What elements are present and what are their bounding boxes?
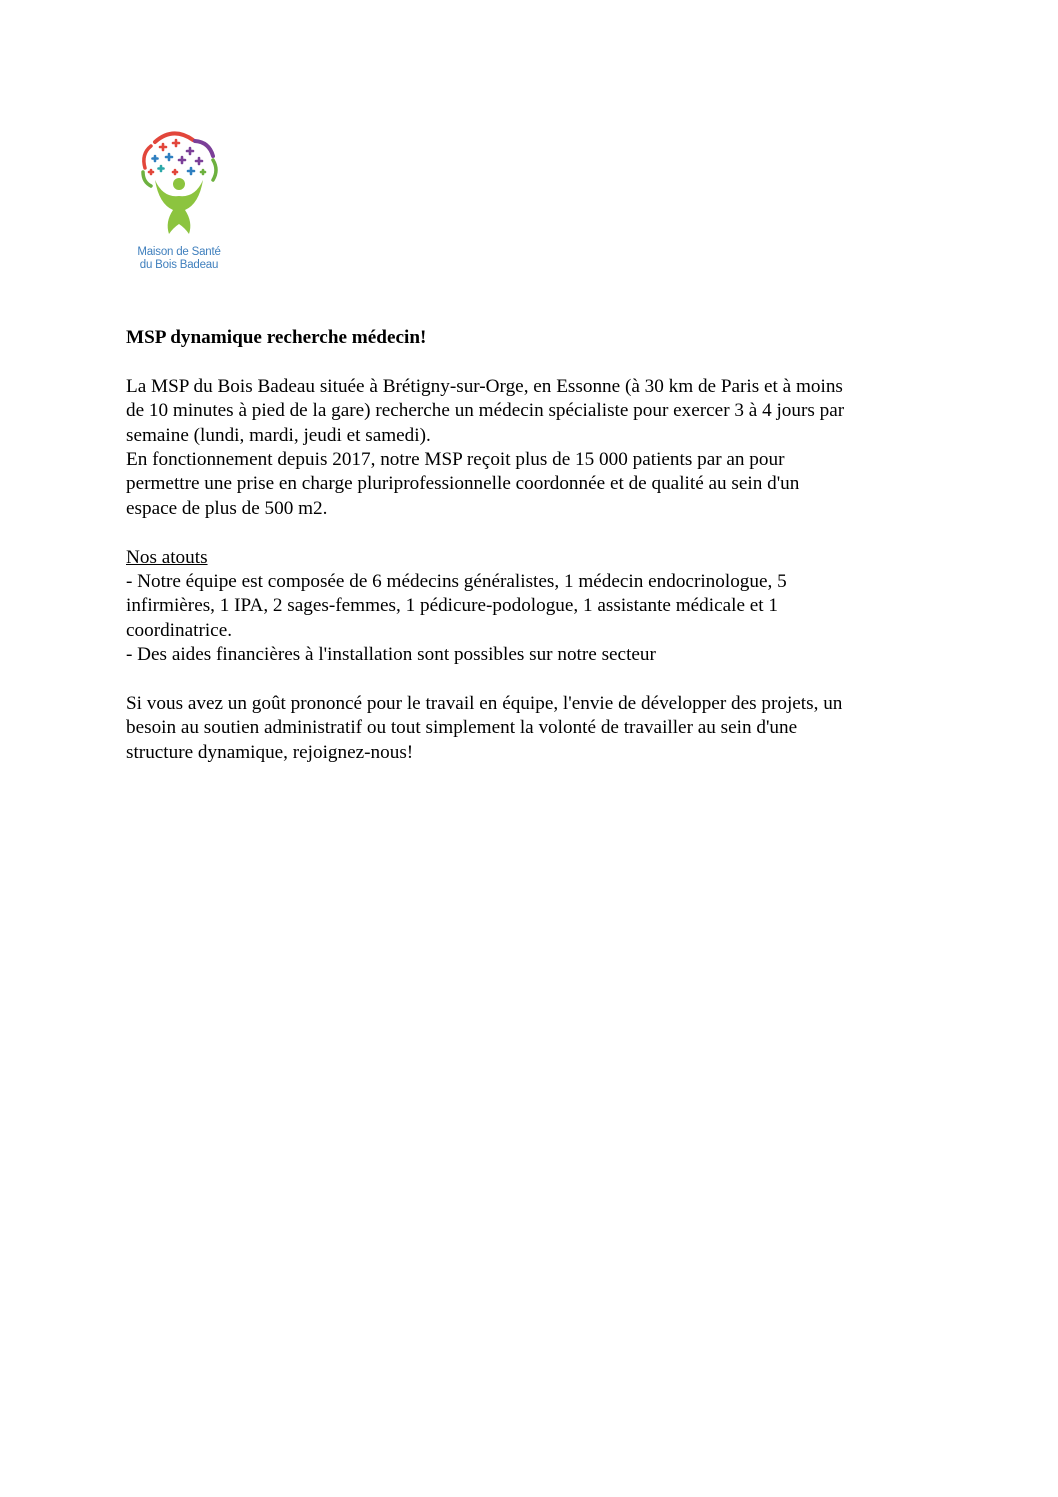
spacer <box>126 521 938 545</box>
spacer <box>126 668 938 692</box>
atouts-heading: Nos atouts <box>126 546 208 568</box>
msp-logo <box>133 124 225 276</box>
msp-logo-icon <box>133 124 225 244</box>
text-line: - Notre équipe est composée de 6 médecins généralistes, 1 médecin endocrinologue, 5 <box>126 571 787 593</box>
atouts-section <box>126 546 938 668</box>
text-line: besoin au soutien administratif ou tout simplement la volonté de travailler au sein d'une <box>126 717 798 739</box>
text-line: permettre une prise en charge pluriprofessionnelle coordonnée et de qualité au sein d'un <box>126 473 800 495</box>
closing-paragraph <box>126 692 938 765</box>
text-line: - Des aides financières à l'installation sont possibles sur notre secteur <box>126 644 656 666</box>
logo-name-line2: du Bois Badeau <box>139 259 219 271</box>
text-line: La MSP du Bois Badeau située à Brétigny-sur-Orge, en Essonne (à 30 km de Paris et à moins <box>126 375 843 397</box>
text-line: espace de plus de 500 m2. <box>126 497 328 519</box>
text-line: semaine (lundi, mardi, jeudi et samedi). <box>126 424 431 446</box>
text-line: En fonctionnement depuis 2017, notre MSP reçoit plus de 15 000 patients par an pour <box>126 449 785 470</box>
text-line: Si vous avez un goût prononcé pour le travail en équipe, l'envie de développer des projets, un <box>126 693 843 715</box>
text-line: coordinatrice. <box>126 619 233 641</box>
spacer <box>126 350 938 374</box>
document-title: MSP dynamique recherche médecin! <box>126 327 427 348</box>
intro-paragraph <box>126 375 938 521</box>
document-body <box>126 326 938 765</box>
text-line: structure dynamique, rejoignez-nous! <box>126 741 414 763</box>
text-line: de 10 minutes à pied de la gare) recherche un médecin spécialiste pour exercer 3 à 4 jours par <box>126 400 845 422</box>
text-line: infirmières, 1 IPA, 2 sages-femmes, 1 pédicure-podologue, 1 assistante médicale et 1 <box>126 595 779 617</box>
logo-name-line1: Maison de Santé <box>137 246 221 258</box>
